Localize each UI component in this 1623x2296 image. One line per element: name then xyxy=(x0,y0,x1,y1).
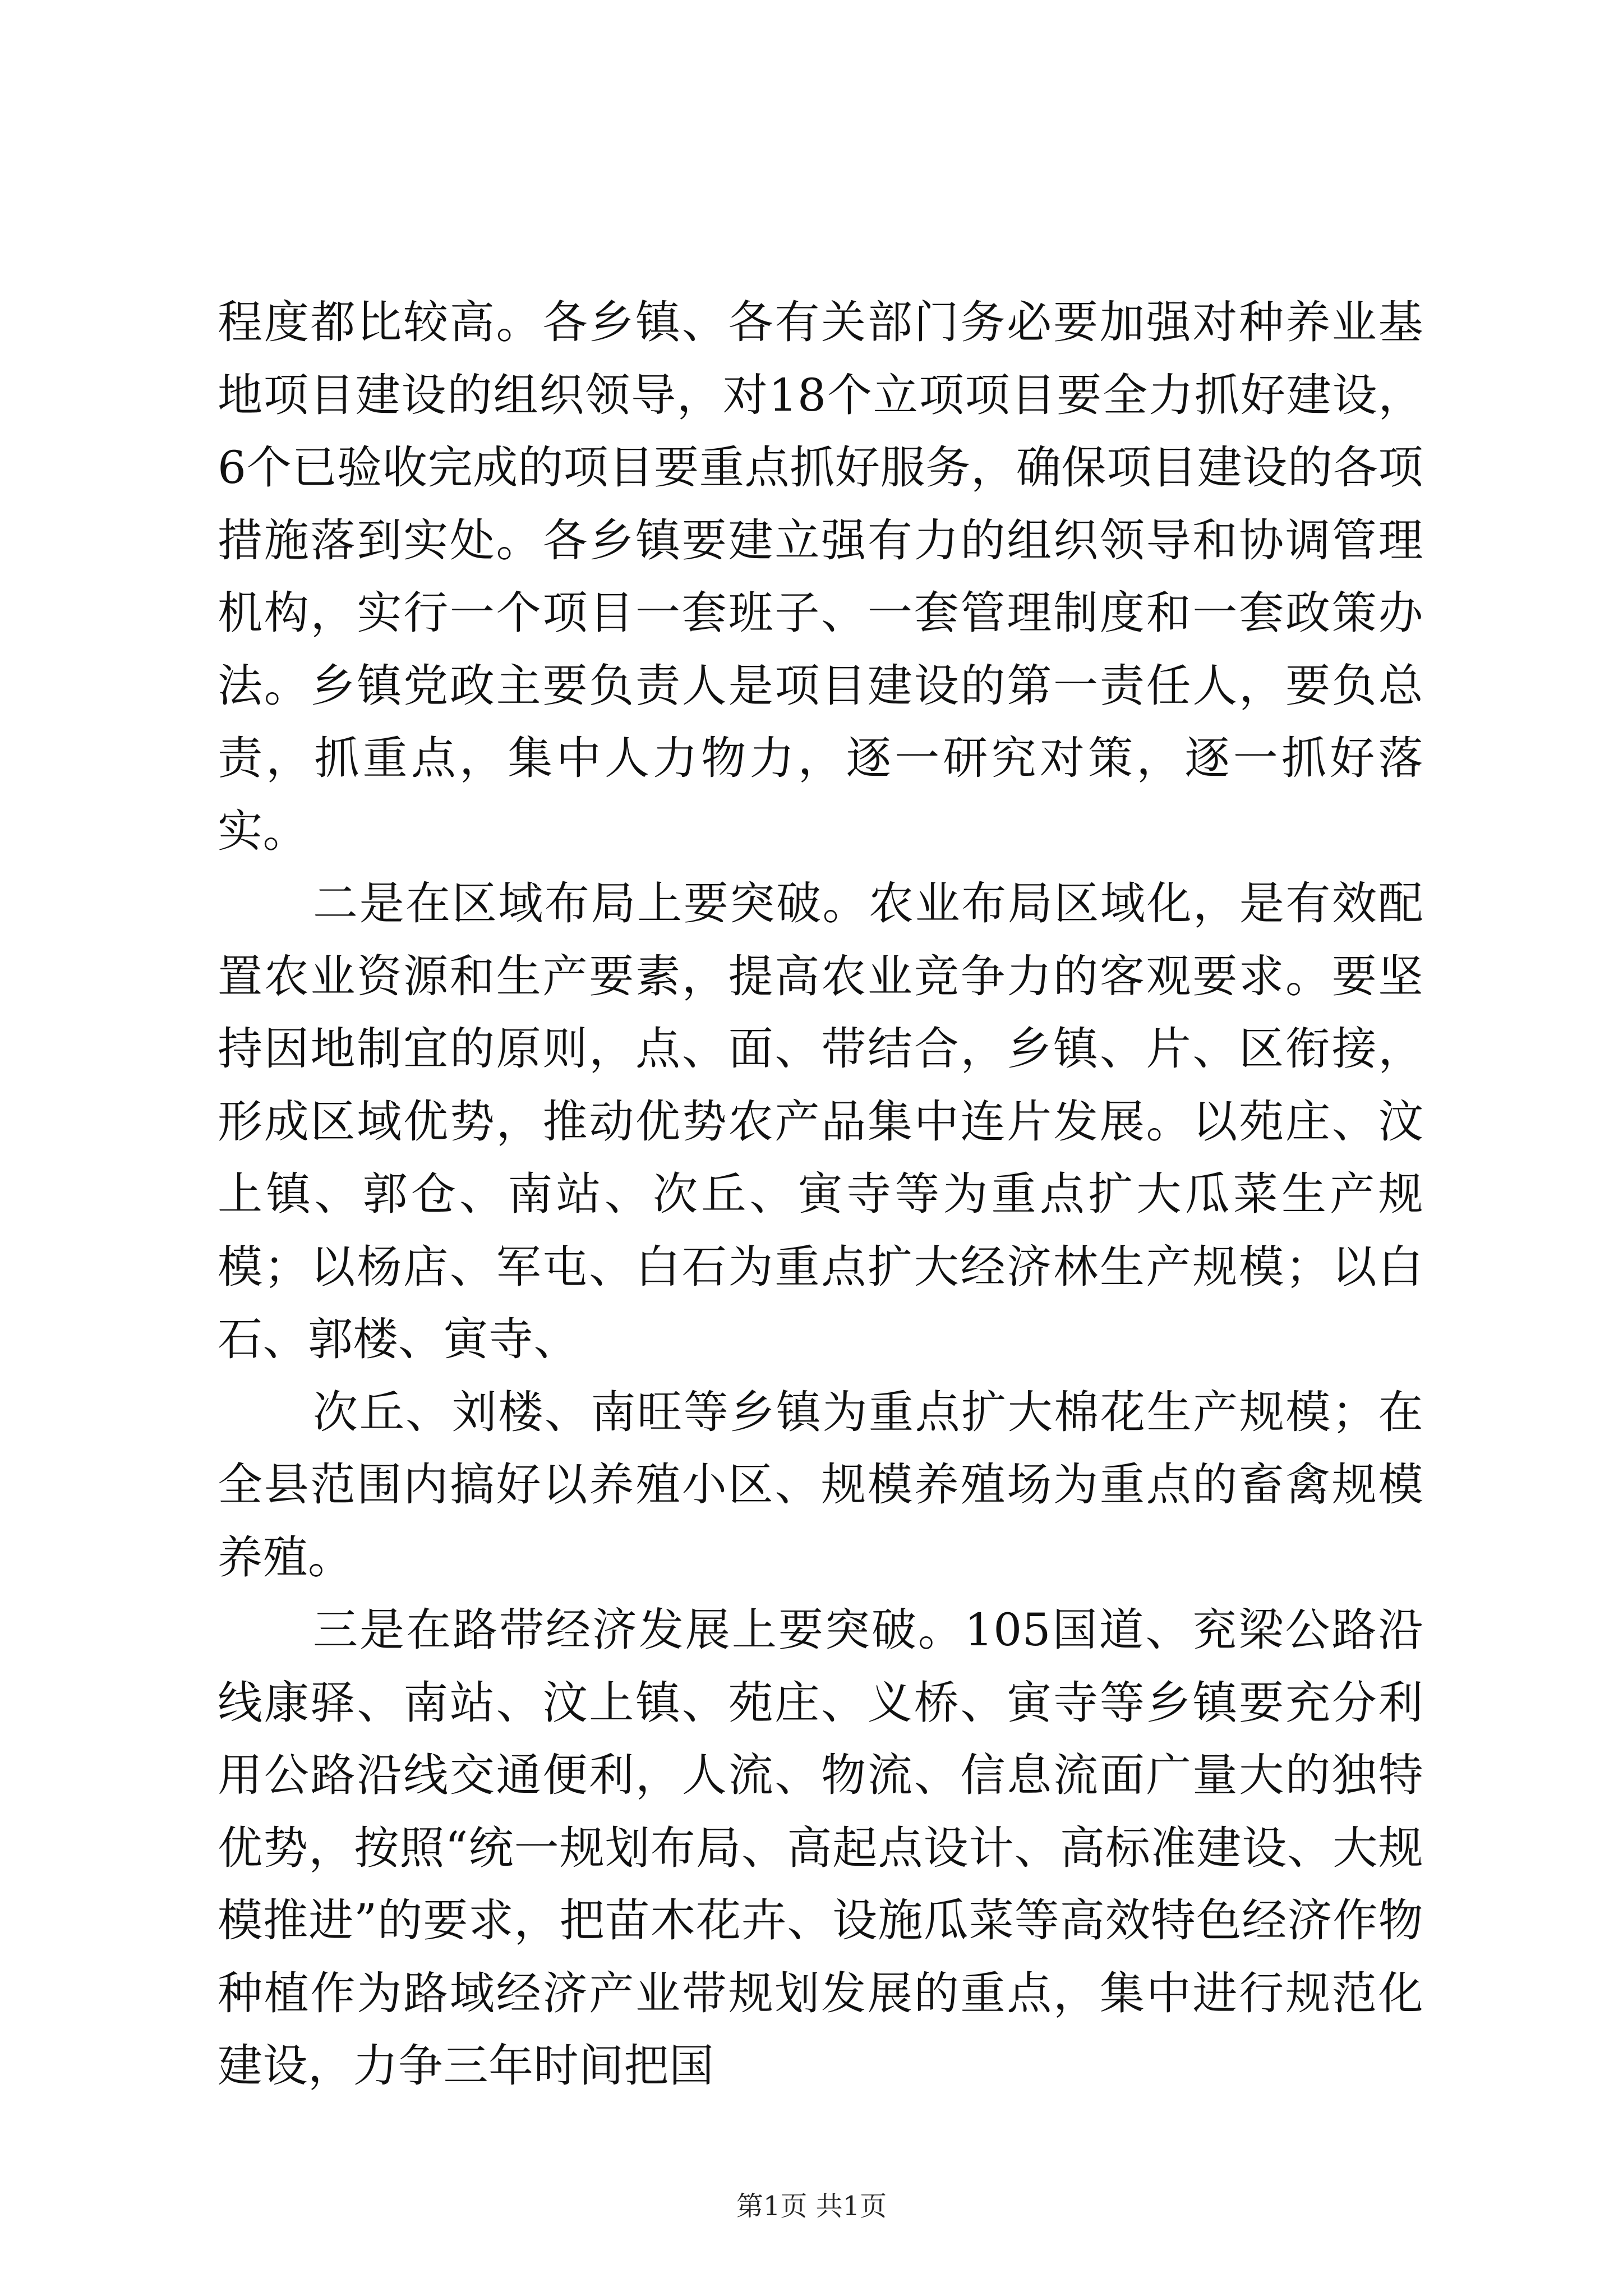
page-footer xyxy=(0,2191,1623,2222)
paragraph-regional-layout: 二是在区域布局上要突破。农业布局区域化，是有效配置农业资源和生产要素，提高农业竞争力的客观要求。要坚持因地制宜的原则，点、面、带结合，乡镇、片、区衔接，形成区域优势，推动优势农产品集中连片发展。以苑庄、汶上镇、郭仓、南站、次丘、寅寺等为重点扩大瓜菜生产规模；以杨店、军屯、白石为重点扩大经济林生产规模；以白石、郭楼、寅寺、 xyxy=(218,877,1423,1365)
paragraph-cotton-livestock: 次丘、刘楼、南旺等乡镇为重点扩大棉花生产规模；在全县范围内搞好以养殖小区、规模养殖场为重点的畜禽规模养殖。 xyxy=(218,1386,1423,1584)
paragraph-continuation: 程度都比较高。各乡镇、各有关部门务必要加强对种养业基地项目建设的组织领导，对18个立项项目要全力抓好建设，6个已验收完成的项目要重点抓好服务，确保项目建设的各项措施落到实处。各乡镇要建立强有力的组织领导和协调管理机构，实行一个项目一套班子、一套管理制度和一套政策办法。乡镇党政主要负责人是项目建设的第一责任人，要负总责，抓重点，集中人力物力，逐一研究对策，逐一抓好落实。 xyxy=(218,296,1423,857)
page-number: 第1页 共1页 xyxy=(736,2191,887,2222)
paragraph-road-economy: 三是在路带经济发展上要突破。105国道、兖梁公路沿线康驿、南站、汶上镇、苑庄、义桥、寅寺等乡镇要充分利用公路沿线交通便利，人流、物流、信息流面广量大的独特优势，按照“统一规划布局、高起点设计、高标准建设、大规模推进”的要求，把苗木花卉、设施瓜菜等高效特色经济作物种植作为路域经济产业带规划发展的重点，集中进行规范化建设，力争三年时间把国 xyxy=(218,1604,1423,2092)
document-body xyxy=(218,286,1423,2102)
